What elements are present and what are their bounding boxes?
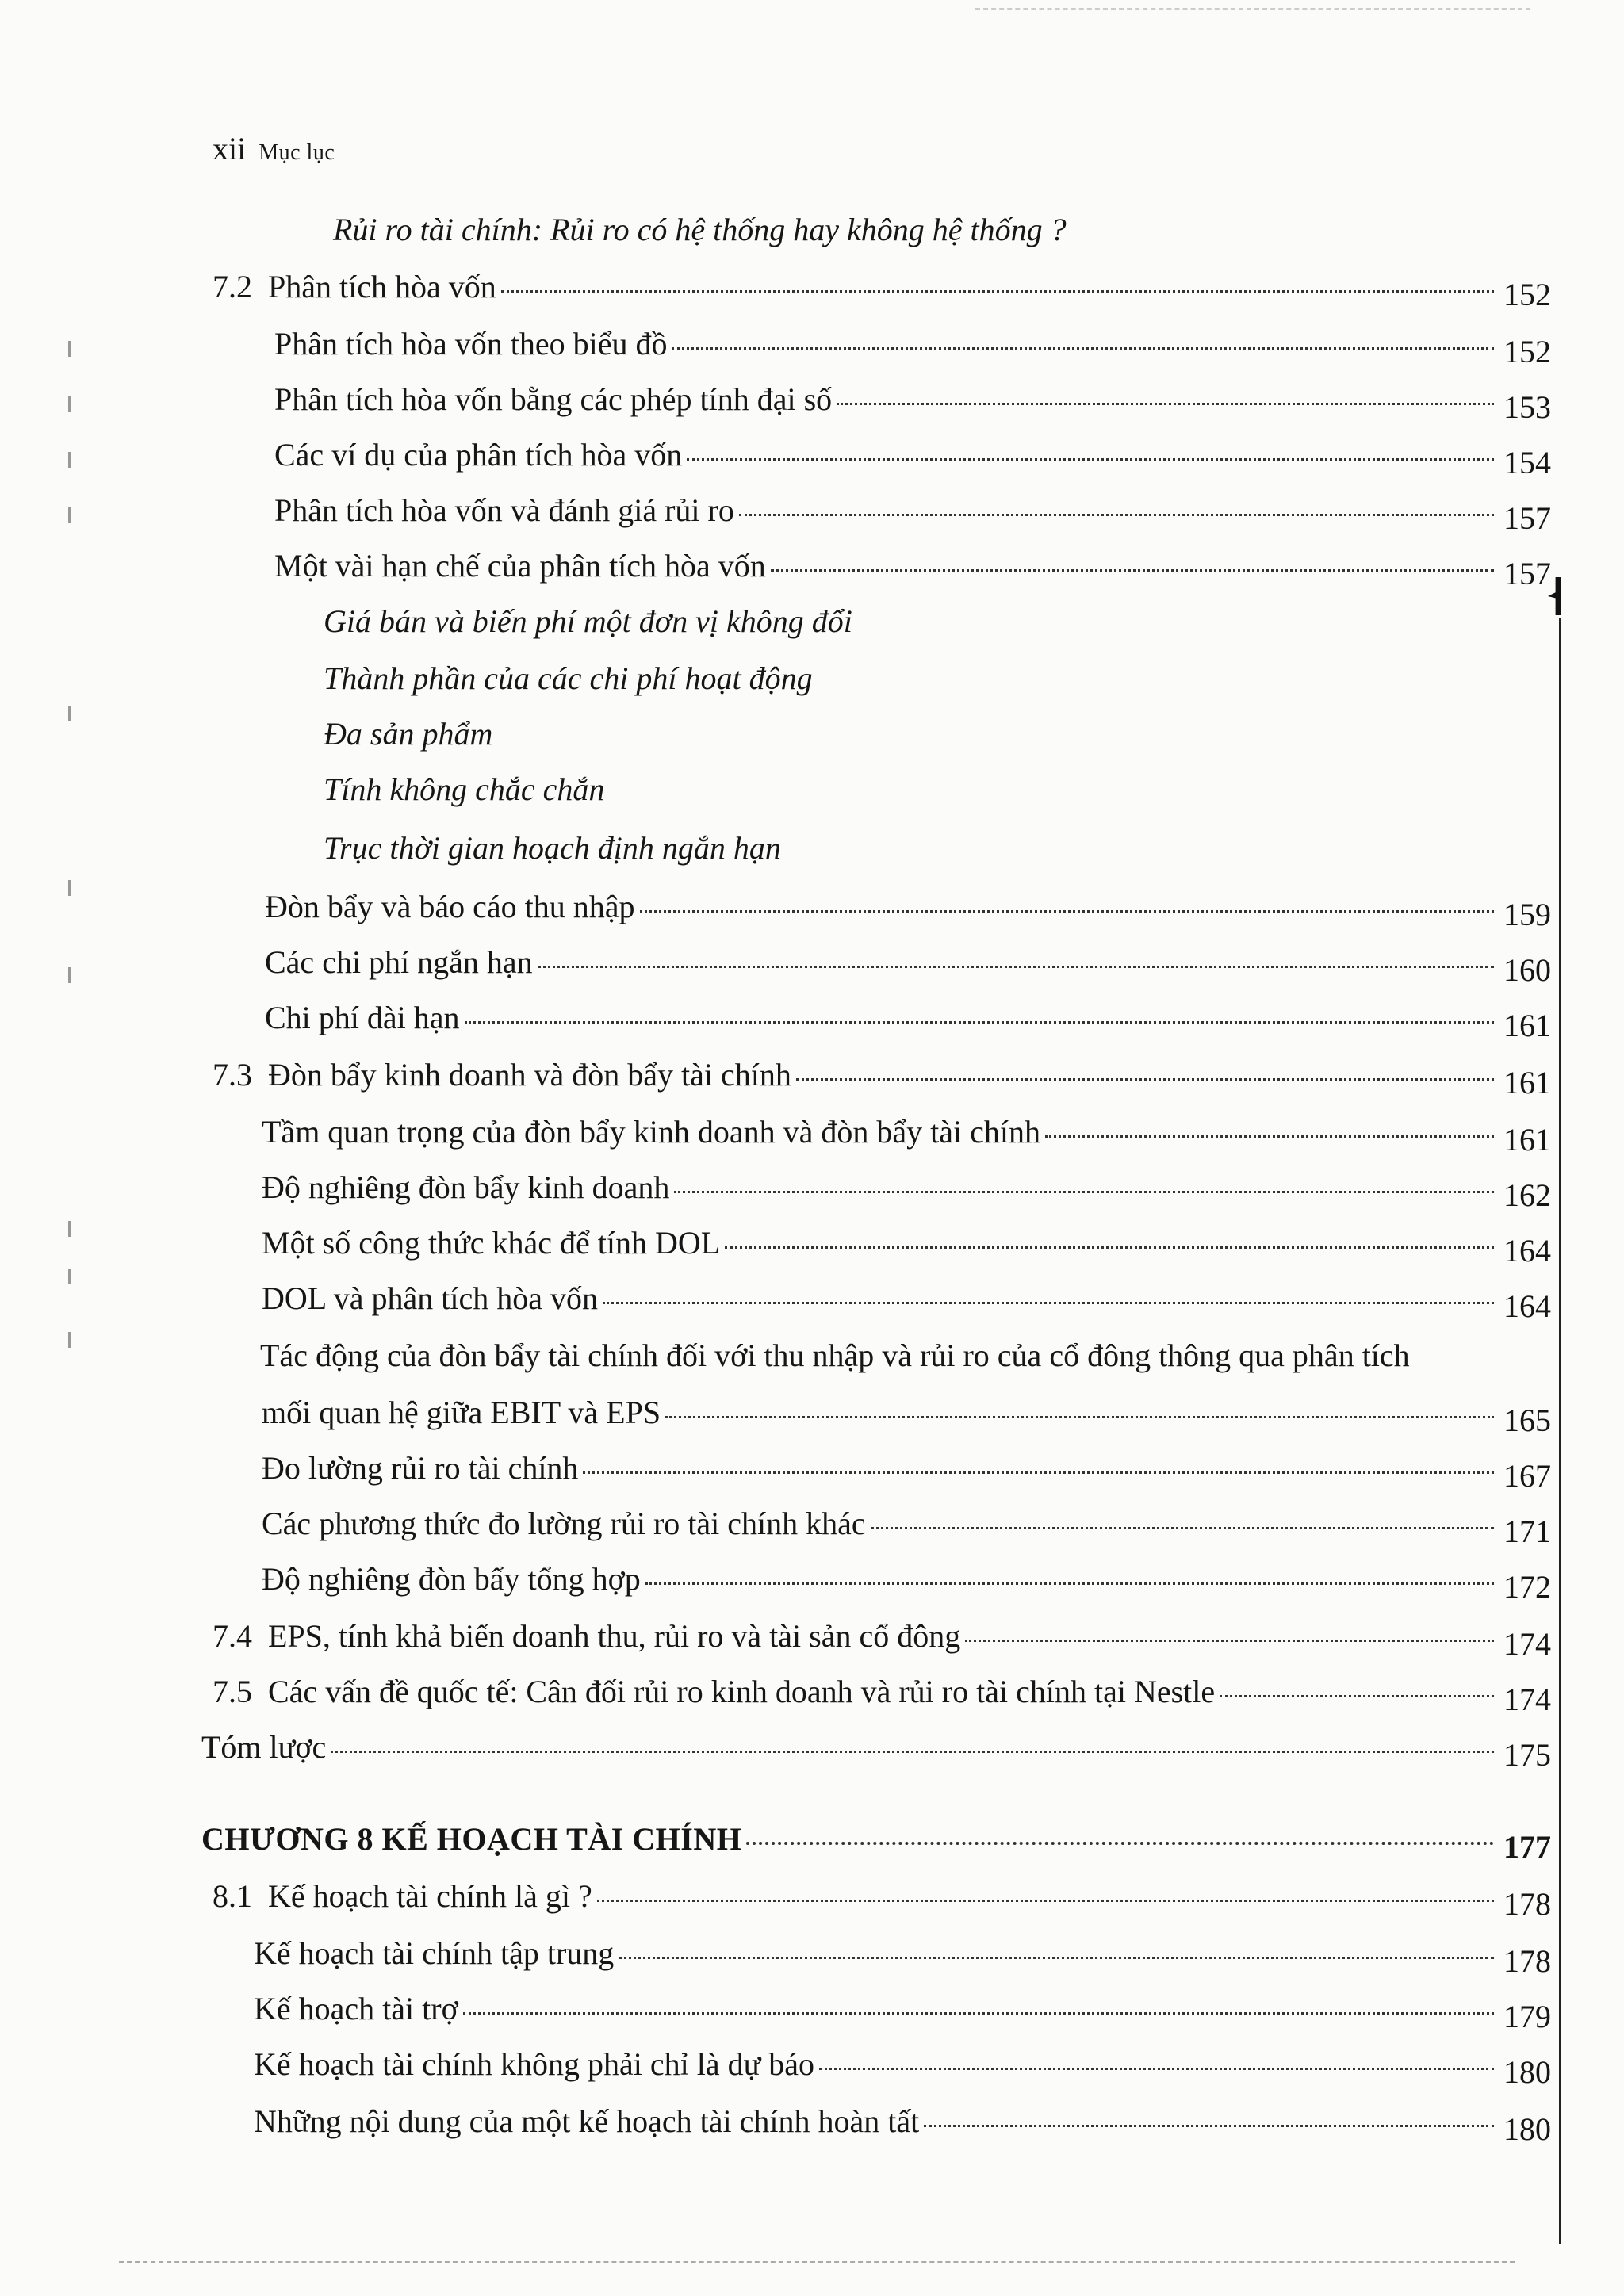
toc-entry [262,1560,1551,1605]
entry-title: Các ví dụ của phân tích hòa vốn [274,437,683,473]
toc-entry [262,1394,1551,1438]
page-ref: 160 [1503,952,1551,988]
entry-title: Đa sản phẩm [324,716,493,752]
toc-entry [260,1337,1551,1375]
entry-title: Thành phần của các chi phí hoạt động [324,660,813,696]
toc-entry [201,1728,1551,1773]
page-ref: 159 [1503,897,1551,932]
entry-title: Giá bán và biến phí một đơn vị không đổi [324,603,852,639]
entry-title: Chi phí dài hạn [265,1000,460,1035]
toc-entry [265,999,1551,1043]
entry-title: Tầm quan trọng của đòn bẩy kinh doanh và đòn bẩy tài chính [262,1114,1040,1150]
toc-entry [333,211,1067,249]
scan-edge-top [975,8,1530,10]
page-ref: 177 [1503,1829,1551,1865]
toc-entry [213,1617,1551,1662]
entry-title: Đòn bẩy kinh doanh và đòn bẩy tài chính [268,1057,791,1093]
entry-title: Phân tích hòa vốn bằng các phép tính đại số [274,381,833,417]
dot-leader [645,1582,1494,1585]
page-ref: 161 [1503,1065,1551,1100]
running-title: Mục lục [259,140,335,165]
entry-title: Một vài hạn chế của phân tích hòa vốn [274,548,766,584]
dot-leader [1045,1135,1494,1138]
dot-leader [640,910,1494,913]
entry-title: DOL và phân tích hòa vốn [262,1280,598,1316]
toc-entry [324,715,492,753]
entry-title: Tóm lược [201,1729,327,1765]
dot-leader [1220,1695,1494,1697]
dot-leader [465,1021,1494,1024]
page-ref: 154 [1503,445,1551,480]
dot-leader [739,514,1494,516]
page-ref: 174 [1503,1682,1551,1717]
chapter-heading [201,1820,1551,1865]
dot-leader [583,1471,1494,1474]
section-number: 7.3 [213,1057,252,1093]
toc-entry [262,1505,1551,1549]
page-ref: 157 [1503,556,1551,591]
toc-entry [254,2045,1551,2090]
entry-title: Một số công thức khác để tính DOL [262,1225,721,1261]
page-ref: 164 [1503,1288,1551,1324]
scan-edge-bottom [119,2261,1515,2263]
entry-title: mối quan hệ giữa EBIT và EPS [262,1395,661,1430]
page-ref: 152 [1503,334,1551,369]
entry-title: Kế hoạch tài chính là gì ? [268,1878,592,1914]
entry-title: EPS, tính khả biến doanh thu, rủi ro và tài sản cổ đông [268,1618,961,1654]
entry-title: Các chi phí ngắn hạn [265,944,533,980]
page-ref: 162 [1503,1177,1551,1213]
dot-leader [746,1842,1494,1845]
toc-entry [262,1280,1551,1324]
scan-edge-left [68,341,71,1372]
toc-entry [274,492,1551,536]
page-ref: 167 [1503,1458,1551,1494]
page-ref: 179 [1503,1999,1551,2034]
dot-leader [687,458,1494,461]
toc-entry [274,325,1551,369]
entry-title: Các vấn đề quốc tế: Cân đối rủi ro kinh doanh và rủi ro tài chính tại Nestle [268,1674,1216,1709]
toc-entry [262,1449,1551,1494]
dot-leader [331,1751,1494,1753]
toc-entry [213,1877,1551,1922]
entry-title: Tính không chắc chắn [324,771,605,807]
page-ref: 178 [1503,1886,1551,1922]
entry-title: Tác động của đòn bẩy tài chính đối với thu nhập và rủi ro của cổ đông thông qua phân tích [260,1337,1410,1373]
toc-entry [324,829,781,867]
dot-leader [796,1078,1494,1081]
entry-title: Kế hoạch tài trợ [254,1991,458,2026]
entry-title: Đo lường rủi ro tài chính [262,1450,579,1486]
page-header [213,130,335,167]
dot-leader [463,2012,1494,2015]
entry-title: Phân tích hòa vốn và đánh giá rủi ro [274,492,734,528]
entry-title: Kế hoạch tài chính tập trung [254,1935,615,1971]
entry-title: Rủi ro tài chính: Rủi ro có hệ thống hay không hệ thống ? [333,212,1067,247]
dot-leader [619,1957,1494,1959]
toc-entry [324,603,852,641]
entry-title: Phân tích hòa vốn [268,269,496,304]
dot-leader [871,1527,1494,1529]
page-ref: 153 [1503,389,1551,425]
dot-leader [965,1640,1494,1642]
toc-entry [274,547,1551,591]
page-ref: 157 [1503,500,1551,536]
dot-leader [672,347,1494,350]
page-ref: 174 [1503,1626,1551,1662]
toc-entry [213,1056,1551,1100]
toc-entry [262,1224,1551,1269]
dot-leader [501,290,1494,293]
dot-leader [725,1246,1494,1249]
toc-entry [324,660,813,698]
entry-title: Kế hoạch tài chính không phải chỉ là dự báo [254,2046,815,2082]
section-number: 8.1 [213,1878,252,1914]
toc-entry [254,1990,1551,2034]
page-ref: 178 [1503,1943,1551,1979]
page-ref: 152 [1503,277,1551,312]
dot-leader [597,1900,1494,1902]
entry-title: Trục thời gian hoạch định ngắn hạn [324,830,781,866]
entry-title: Đòn bẩy và báo cáo thu nhập [265,889,635,924]
page-ref: 172 [1503,1569,1551,1605]
dot-leader [771,569,1494,572]
dot-leader [603,1302,1494,1304]
page-ref: 164 [1503,1233,1551,1269]
page-ref: 161 [1503,1122,1551,1158]
toc-entry [254,2103,1551,2147]
dot-leader [665,1416,1494,1418]
entry-title: Độ nghiêng đòn bẩy kinh doanh [262,1169,670,1205]
toc-entry [262,1113,1551,1158]
entry-title: Những nội dung của một kế hoạch tài chính hoàn tất [254,2103,920,2139]
section-number: 7.5 [213,1674,252,1709]
entry-title: Phân tích hòa vốn theo biểu đồ [274,326,668,362]
toc-entry [262,1169,1551,1213]
page-ref: 165 [1503,1402,1551,1438]
dot-leader [924,2125,1494,2127]
page-ref: 171 [1503,1513,1551,1549]
page-ref: 180 [1503,2054,1551,2090]
toc-entry [265,943,1551,988]
toc-entry [213,1673,1551,1717]
entry-title: CHƯƠNG 8 KẾ HOẠCH TÀI CHÍNH [201,1821,742,1857]
page-ref: 180 [1503,2111,1551,2147]
toc-entry [254,1934,1551,1979]
page-ref: 161 [1503,1008,1551,1043]
toc-entry [274,381,1551,425]
dot-leader [538,966,1494,968]
toc-entry [265,888,1551,932]
page-number: xii [213,131,247,166]
section-number: 7.2 [213,269,252,304]
dot-leader [674,1191,1494,1193]
page-edge-line [1559,618,1561,2244]
entry-title: Các phương thức đo lường rủi ro tài chính khác [262,1506,866,1541]
dot-leader [819,2068,1494,2070]
dot-leader [837,403,1494,405]
toc-entry [274,436,1551,480]
section-number: 7.4 [213,1618,252,1654]
toc-entry [324,771,604,809]
page-ref: 175 [1503,1737,1551,1773]
toc-entry [213,268,1551,312]
entry-title: Độ nghiêng đòn bẩy tổng hợp [262,1561,641,1597]
